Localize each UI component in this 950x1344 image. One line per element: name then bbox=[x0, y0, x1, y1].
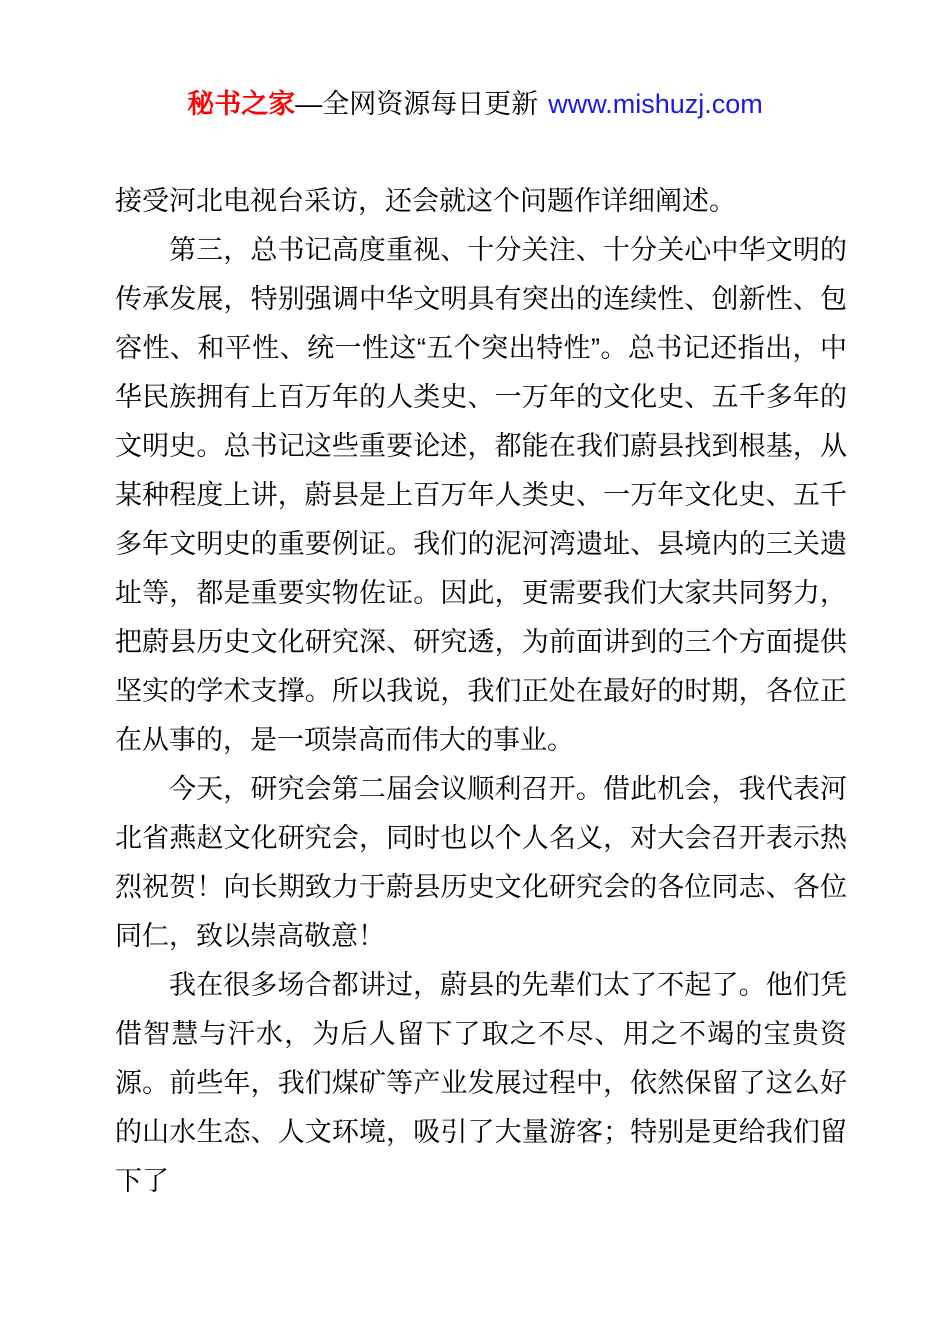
paragraph: 我在很多场合都讲过，蔚县的先辈们太了不起了。他们凭借智慧与汗水，为后人留下了取之不尽、用之不竭的宝贵资源。前些年，我们煤矿等产业发展过程中，依然保留了这么好的山水生态、人文环境，吸引了大量游客；特别是更给我们留下了 bbox=[115, 970, 847, 1196]
document-body bbox=[115, 177, 847, 1206]
site-tagline: —全网资源每日更新 bbox=[295, 89, 539, 119]
site-url-link[interactable]: www.mishuzj.com bbox=[548, 89, 763, 119]
paragraph: 接受河北电视台采访，还会就这个问题作详细阐述。 bbox=[115, 186, 736, 216]
paragraph: 第三，总书记高度重视、十分关注、十分关心中华文明的传承发展，特别强调中华文明具有突出的连续性、创新性、包容性、和平性、统一性这“五个突出特性”。总书记还指出，中华民族拥有上百万年的人类史、一万年的文化史、五千多年的文明史。总书记这些重要论述，都能在我们蔚县找到根基，从某种程度上讲，蔚县是上百万年人类史、一万年文化史、五千多年文明史的重要例证。我们的泥河湾遗址、县境内的三关遗址等，都是重要实物佐证。因此，更需要我们大家共同努力，把蔚县历史文化研究深、研究透，为前面讲到的三个方面提供坚实的学术支撑。所以我说，我们正处在最好的时期，各位正在从事的，是一项崇高而伟大的事业。 bbox=[115, 235, 847, 755]
site-header bbox=[0, 86, 950, 122]
paragraph: 今天，研究会第二届会议顺利召开。借此机会，我代表河北省燕赵文化研究会，同时也以个人名义，对大会召开表示热烈祝贺！向长期致力于蔚县历史文化研究会的各位同志、各位同仁，致以崇高敬意！ bbox=[115, 774, 847, 951]
site-brand: 秘书之家 bbox=[187, 89, 296, 119]
